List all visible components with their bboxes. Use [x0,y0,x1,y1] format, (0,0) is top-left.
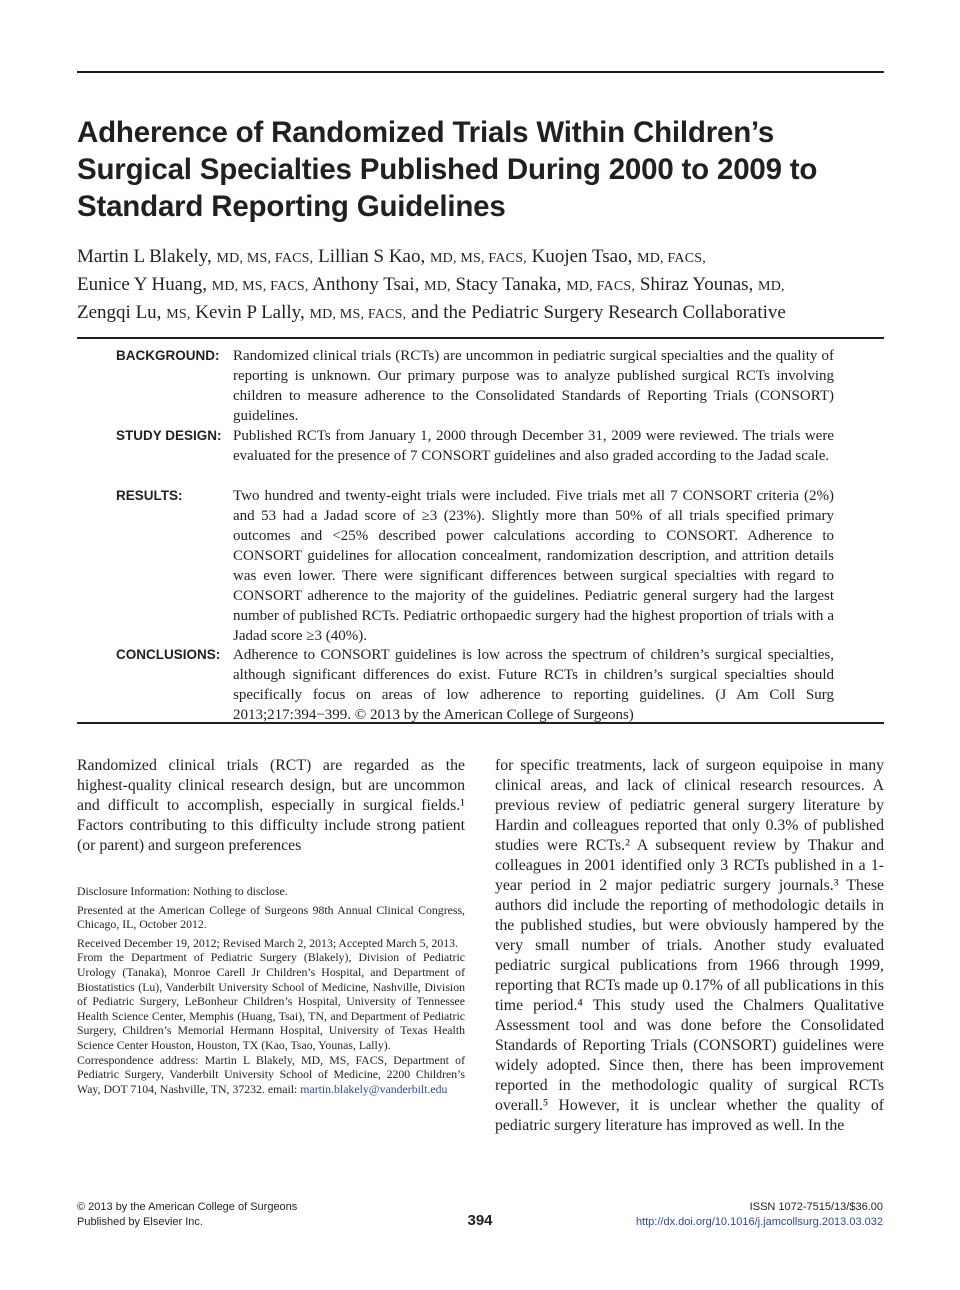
footer-left [77,1200,297,1230]
author: Shiraz Younas, MD, [639,274,785,295]
abstract-label: STUDY DESIGN: [116,428,222,443]
body-text-left: Randomized clinical trials (RCT) are regarded as the highest-quality clinical research design, but are uncommon and difficult to accomplish, especially in surgical fields.¹ Factors contributing to this difficulty include strong patient (or parent) and surgeon preferences [77,757,465,854]
author: Kuojen Tsao, MD, FACS, [531,246,706,267]
presented-note: Presented at the American College of Surgeons 98th Annual Clinical Congress, Chicago, IL, October 2012. [77,902,465,932]
abstract-label: BACKGROUND: [116,348,220,363]
correspondence-note: Correspondence address: Martin L Blakely, MD, MS, FACS, Department of Pediatric Surgery, Vanderbilt University School of Medicine, 2200 Children’s Way, DOT 7104, Nashville, TN, 37232. email: martin.blakely@vanderbilt.edu [77,1052,465,1096]
abstract-text: Published RCTs from January 1, 2000 through December 31, 2009 were reviewed. The trials were evaluated for the presence of 7 CONSORT guidelines and also graded according to the Jadad scale. [233,428,834,464]
abstract-text: Adherence to CONSORT guidelines is low across the spectrum of children’s surgical specialties, although significant differences do exist. Future RCTs in children’s surgical specialties should specifically focus on areas of low adherence to reporting guidelines. (J Am Coll Surg 2013;217:394−399. © 2013 by the American College of Surgeons) [233,647,834,723]
page-number: 394 [467,1212,493,1229]
abstract-label: RESULTS: [116,488,183,503]
top-rule [77,71,884,73]
article-title: Adherence of Randomized Trials Within Children’s Surgical Specialties Published During 2000 to 2009 to Standard Reporting Guidelines [77,116,818,223]
publisher-text: Published by Elsevier Inc. [77,1216,203,1228]
affiliations-note: From the Department of Pediatric Surgery (Blakely), Division of Pediatric Urology (Tanaka), Monroe Carell Jr Children’s Hospital, and Department of Biostatistics (Lu), Vanderbilt University School of Medicine, Nashville, Division of Pediatric Surgery, LeBonheur Children’s Hospital, University of Tennessee Health Science Center, Memphis (Huang, Tsai), TN, and Department of Pediatric Surgery, Children’s Memorial Hermann Hospital, University of Texas Health Science Center Houston, Houston, TX (Kao, Tsao, Younas, Lally). [77,950,465,1052]
disclosure-note: Disclosure Information: Nothing to disclose. [77,884,288,898]
body-text-right: for specific treatments, lack of surgeon equipoise in many clinical areas, and lack of clinical research resources. A previous review of pediatric general surgery literature by Hardin and colleagues reported that only 0.3% of published studies were RCTs.² A subsequent review by Thakur and colleagues in 2001 identified only 3 RCTs published in a 1-year period in 2 major pediatric surgery journals.³ These authors did include the reporting of methodologic details in the published studies, but were obviously hampered by the very small number of trials. Another study evaluated pediatric surgical publications from 1966 through 1999, reporting that RCTs made up 0.17% of all publications in this time period.⁴ This study used the Chalmers Qualitative Assessment tool and was done before the Consolidated Standards of Reporting Trials (CONSORT) guidelines were widely adopted. Since then, there has been improvement reported in the methodologic quality of surgical RCTs overall.⁵ However, it is unclear whether the quality of pediatric surgery literature has improved as well. In the [495,757,884,1134]
abstract-label: CONCLUSIONS: [116,647,221,662]
author: Martin L Blakely, MD, MS, FACS, [77,246,314,267]
received-note: Received December 19, 2012; Revised March 2, 2013; Accepted March 5, 2013. [77,935,458,950]
author: Kevin P Lally, MD, MS, FACS, [195,302,407,323]
author-group: and the Pediatric Surgery Research Collaborative [411,302,786,323]
email-link[interactable]: martin.blakely@vanderbilt.edu [300,1081,448,1096]
footnotes [77,884,465,1096]
author: Zengqi Lu, MS, [77,302,191,323]
abstract-text: Randomized clinical trials (RCTs) are uncommon in pediatric surgical specialties and the quality of reporting is unknown. Our primary purpose was to analyze published surgical RCTs involving children to measure adherence to the Consolidated Standards of Reporting Trials (CONSORT) guidelines. [233,348,834,424]
author: Anthony Tsai, MD, [312,274,451,295]
copyright-text: © 2013 by the American College of Surgeons [77,1201,298,1213]
abstract-box [77,337,884,724]
author-list [77,244,884,328]
abstract-text: Two hundred and twenty-eight trials were included. Five trials met all 7 CONSORT criteria (2%) and 53 had a Jadad score of ≥3 (23%). Slightly more than 50% of all trials specified primary outcomes and <25% described power calculations according to CONSORT. Adherence to CONSORT guidelines for allocation concealment, randomization description, and attrition details was even lower. There were significant differences between surgical specialties with regard to CONSORT adherence to the majority of the guidelines. Pediatric general surgery had the largest number of published RCTs. Pediatric orthopaedic surgery had the highest proportion of trials with a Jadad score ≥3 (40%). [233,488,834,644]
issn-text: ISSN 1072-7515/13/$36.00 [749,1201,883,1213]
author: Eunice Y Huang, MD, MS, FACS, [77,274,309,295]
footer-right [636,1200,883,1230]
author: Stacy Tanaka, MD, FACS, [455,274,636,295]
author: Lillian S Kao, MD, MS, FACS, [318,246,527,267]
doi-link[interactable]: http://dx.doi.org/10.1016/j.jamcollsurg.2013.03.032 [635,1216,883,1228]
